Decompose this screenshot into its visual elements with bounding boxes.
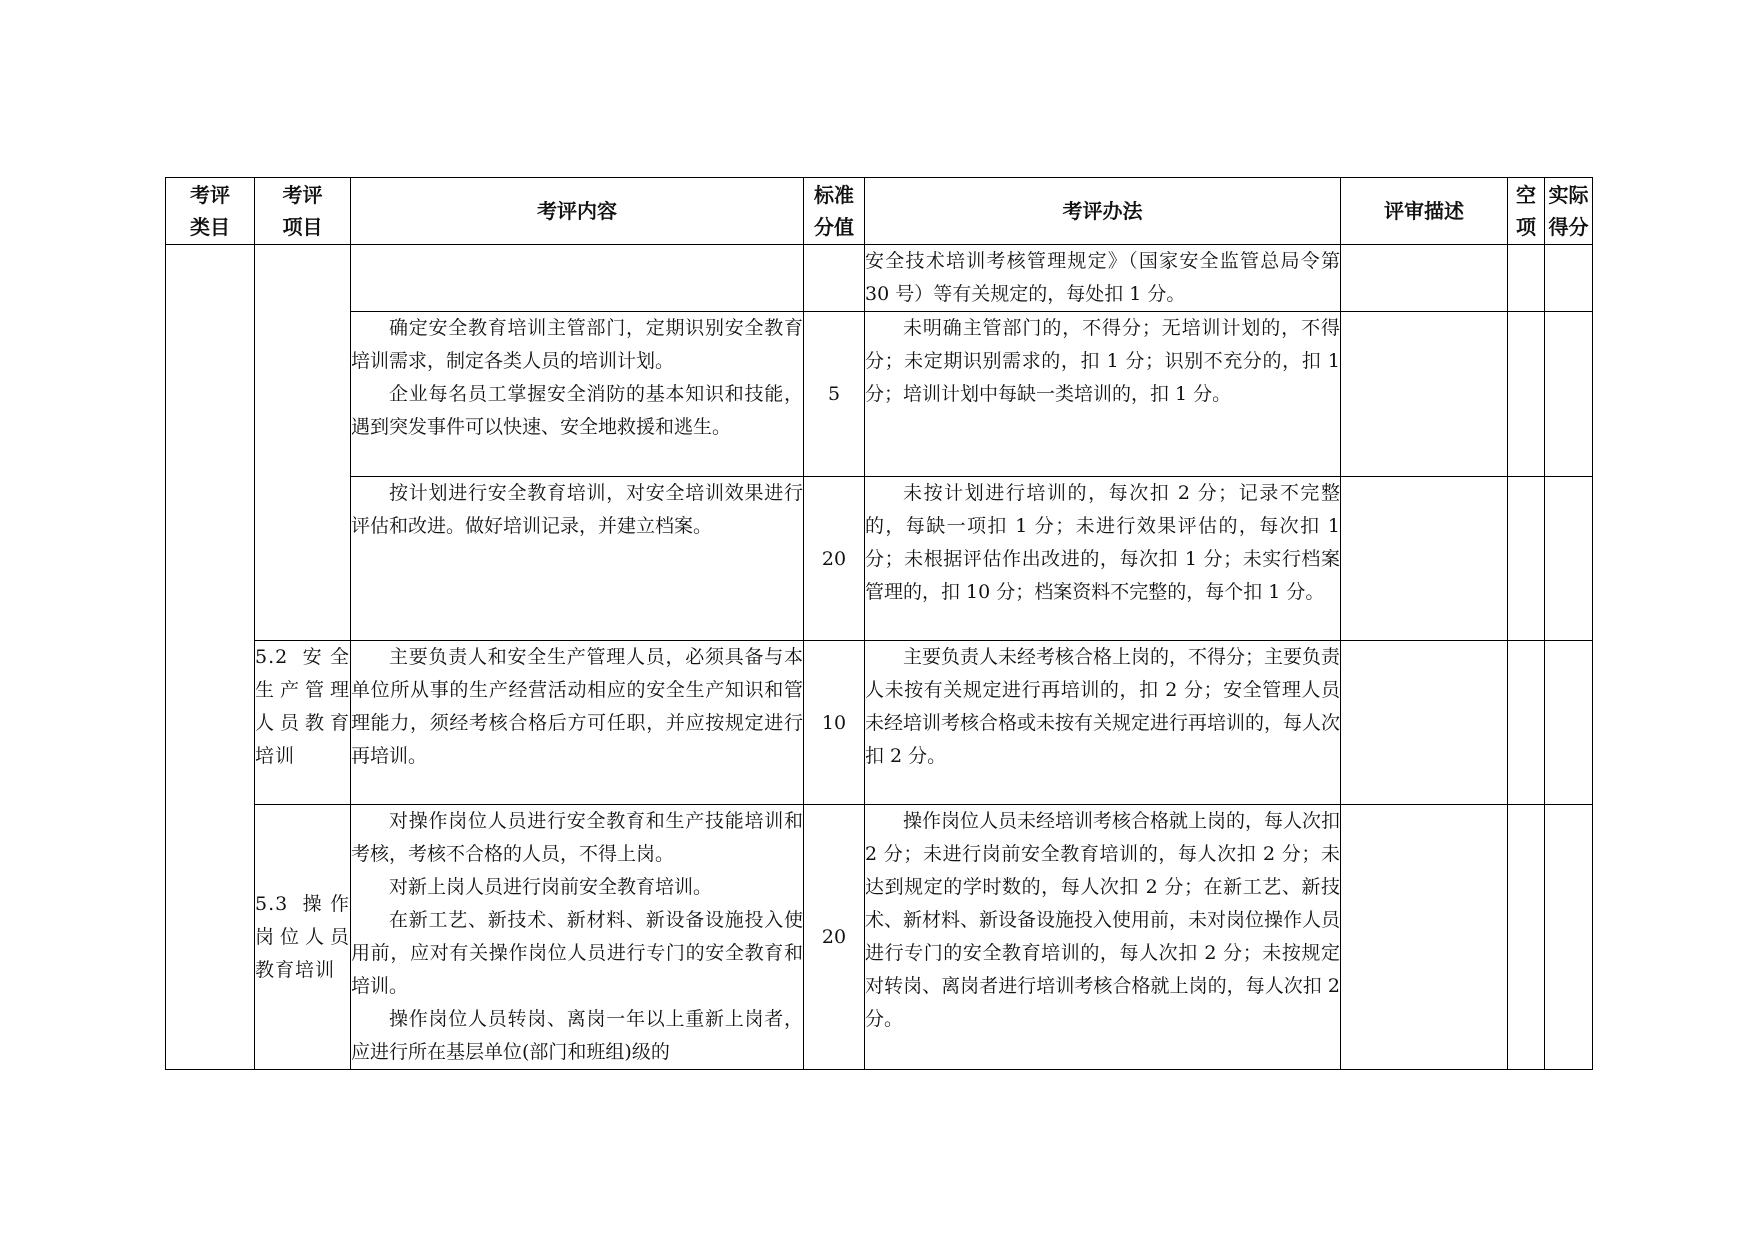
actual-score-cell	[1545, 245, 1593, 312]
header-category: 考评 类目	[166, 178, 255, 245]
method-text: 操作岗位人员未经培训考核合格就上岗的，每人次扣 2 分；未进行岗前安全教育培训的，每人次扣 2 分；未达到规定的学时数的，每人次扣 2 分；在新工艺、新技术、新材料、新设备设施投入使用前，未对岗位操作人员进行专门的安全教育培训的，每人次扣 2 分；未按规定对转岗、离岗者进行培训考核合格就上岗的，每人次扣 2 分。	[865, 810, 1341, 1030]
content-cell	[351, 805, 804, 1070]
method-text: 安全技术培训考核管理规定》（国家安全监管总局令第 30 号）等有关规定的，每处扣 1 分。	[865, 250, 1340, 305]
content-paragraph: 确定安全教育培训主管部门，定期识别安全教育培训需求，制定各类人员的培训计划。	[351, 317, 803, 372]
review-cell	[1341, 805, 1508, 1070]
na-cell	[1508, 641, 1545, 805]
header-item: 考评 项目	[255, 178, 351, 245]
actual-score-cell	[1545, 477, 1593, 641]
review-cell	[1341, 641, 1508, 805]
actual-score-cell	[1545, 641, 1593, 805]
evaluation-sheet	[165, 177, 1592, 1070]
method-cell	[865, 805, 1341, 1070]
table-row	[166, 245, 1593, 312]
score-cell: 5	[804, 312, 865, 477]
table-row	[166, 477, 1593, 641]
content-paragraph: 对新上岗人员进行岗前安全教育培训。	[389, 876, 713, 898]
header-method: 考评办法	[865, 178, 1341, 245]
score-cell: 10	[804, 641, 865, 805]
table-row	[166, 312, 1593, 477]
method-text: 未明确主管部门的，不得分；无培训计划的，不得分；未定期识别需求的，扣 1 分；识别不充分的，扣 1 分；培训计划中每缺一类培训的，扣 1 分。	[865, 317, 1340, 405]
na-cell	[1508, 805, 1545, 1070]
table-row	[166, 641, 1593, 805]
table-row	[166, 805, 1593, 1070]
content-paragraph: 操作岗位人员转岗、离岗一年以上重新上岗者，应进行所在基层单位(部门和班组)级的	[351, 1008, 803, 1063]
content-cell	[351, 477, 804, 641]
review-cell	[1341, 477, 1508, 641]
content-cell	[351, 641, 804, 805]
content-paragraph: 在新工艺、新技术、新材料、新设备设施投入使用前，应对有关操作岗位人员进行专门的安全教育和培训。	[351, 909, 803, 997]
content-paragraph: 按计划进行安全教育培训，对安全培训效果进行评估和改进。做好培训记录，并建立档案。	[351, 482, 803, 537]
item-cell: 5.2 安全生产管理人员教育培训	[255, 641, 351, 805]
content-paragraph: 主要负责人和安全生产管理人员，必须具备与本单位所从事的生产经营活动相应的安全生产知识和管理能力，须经考核合格后方可任职，并应按规定进行再培训。	[351, 646, 803, 767]
na-cell	[1508, 245, 1545, 312]
review-cell	[1341, 312, 1508, 477]
score-cell: 20	[804, 805, 865, 1070]
actual-score-cell	[1545, 805, 1593, 1070]
score-cell: 20	[804, 477, 865, 641]
review-cell	[1341, 245, 1508, 312]
method-cell	[865, 641, 1341, 805]
evaluation-table	[165, 177, 1593, 1070]
na-cell	[1508, 312, 1545, 477]
content-paragraph: 对操作岗位人员进行安全教育和生产技能培训和考核，考核不合格的人员，不得上岗。	[351, 810, 803, 865]
method-cell	[865, 477, 1341, 641]
header-na: 空 项	[1508, 178, 1545, 245]
item-cell: 5.3 操作岗位人员教育培训	[255, 805, 351, 1070]
content-paragraph: 企业每名员工掌握安全消防的基本知识和技能，遇到突发事件可以快速、安全地救援和逃生。	[351, 383, 803, 438]
header-score: 标准 分值	[804, 178, 865, 245]
header-content: 考评内容	[351, 178, 804, 245]
category-cell	[166, 245, 255, 1070]
header-actual-score: 实际 得分	[1545, 178, 1593, 245]
content-cell	[351, 245, 804, 312]
actual-score-cell	[1545, 312, 1593, 477]
content-cell	[351, 312, 804, 477]
method-text: 未按计划进行培训的，每次扣 2 分；记录不完整的，每缺一项扣 1 分；未进行效果评估的，每次扣 1 分；未根据评估作出改进的，每次扣 1 分；未实行档案管理的，扣 10 分；档案资料不完整的，每个扣 1 分。	[865, 482, 1340, 603]
header-row	[166, 178, 1593, 245]
na-cell	[1508, 477, 1545, 641]
method-cell	[865, 312, 1341, 477]
header-review: 评审描述	[1341, 178, 1508, 245]
method-text: 主要负责人未经考核合格上岗的，不得分；主要负责人未按有关规定进行再培训的，扣 2 分；安全管理人员未经培训考核合格或未按有关规定进行再培训的，每人次扣 2 分。	[865, 646, 1341, 767]
method-cell	[865, 245, 1341, 312]
score-cell	[804, 245, 865, 312]
item-cell-continued	[255, 245, 351, 641]
